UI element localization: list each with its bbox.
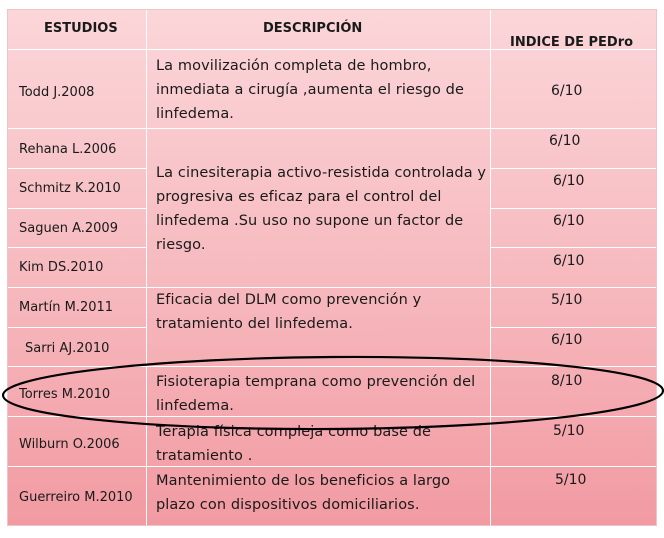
pedro-score: 6/10 xyxy=(549,133,581,149)
pedro-score: 6/10 xyxy=(553,253,585,269)
study-name: Martín M.2011 xyxy=(19,300,114,315)
grid-line xyxy=(490,10,491,525)
grid-line xyxy=(490,247,656,248)
pedro-score: 6/10 xyxy=(553,213,585,229)
study-name: Wilburn O.2006 xyxy=(19,437,120,452)
pedro-score: 6/10 xyxy=(551,83,583,99)
description: La cinesiterapia activo-resistida controlada y progresiva es eficaz para el control del linfedema .Su uso no supone un factor de riesgo. xyxy=(156,165,487,253)
header-descripcion: DESCRIPCIÓN xyxy=(263,21,363,36)
study-name: Guerreiro M.2010 xyxy=(19,490,133,505)
grid-line xyxy=(490,168,656,169)
description: Terapia física compleja como base de tratamiento . xyxy=(156,424,432,464)
grid-line xyxy=(8,327,146,328)
grid-line xyxy=(8,168,146,169)
study-name: Rehana L.2006 xyxy=(19,142,117,157)
pedro-score: 8/10 xyxy=(551,373,583,389)
grid-line xyxy=(8,247,146,248)
header-indice: INDICE DE PEDro xyxy=(510,35,634,50)
pedro-score: 5/10 xyxy=(551,292,583,308)
description: Mantenimiento de los beneficios a largo plazo con dispositivos domiciliarios. xyxy=(156,473,451,513)
grid-line xyxy=(490,208,656,209)
study-name: Schmitz K.2010 xyxy=(19,181,121,196)
study-name: Saguen A.2009 xyxy=(19,221,118,236)
grid-line xyxy=(490,327,656,328)
grid-line xyxy=(8,366,656,367)
description: La movilización completa de hombro, inmediata a cirugía ,aumenta el riesgo de linfedema. xyxy=(156,58,464,122)
pedro-score: 6/10 xyxy=(551,332,583,348)
pedro-score: 5/10 xyxy=(555,472,587,488)
study-name: Torres M.2010 xyxy=(19,387,111,402)
pedro-table xyxy=(8,10,656,525)
grid-line xyxy=(146,10,147,525)
study-name: Sarri AJ.2010 xyxy=(25,341,110,356)
grid-line xyxy=(8,128,656,129)
study-name: Kim DS.2010 xyxy=(19,260,104,275)
pedro-score: 5/10 xyxy=(553,423,585,439)
description: Eficacia del DLM como prevención y tratamiento del linfedema. xyxy=(156,292,422,332)
description: Fisioterapia temprana como prevención del linfedema. xyxy=(156,374,476,414)
grid-line xyxy=(8,208,146,209)
study-name: Todd J.2008 xyxy=(19,85,95,100)
header-estudios: ESTUDIOS xyxy=(44,21,118,36)
pedro-score: 6/10 xyxy=(553,173,585,189)
